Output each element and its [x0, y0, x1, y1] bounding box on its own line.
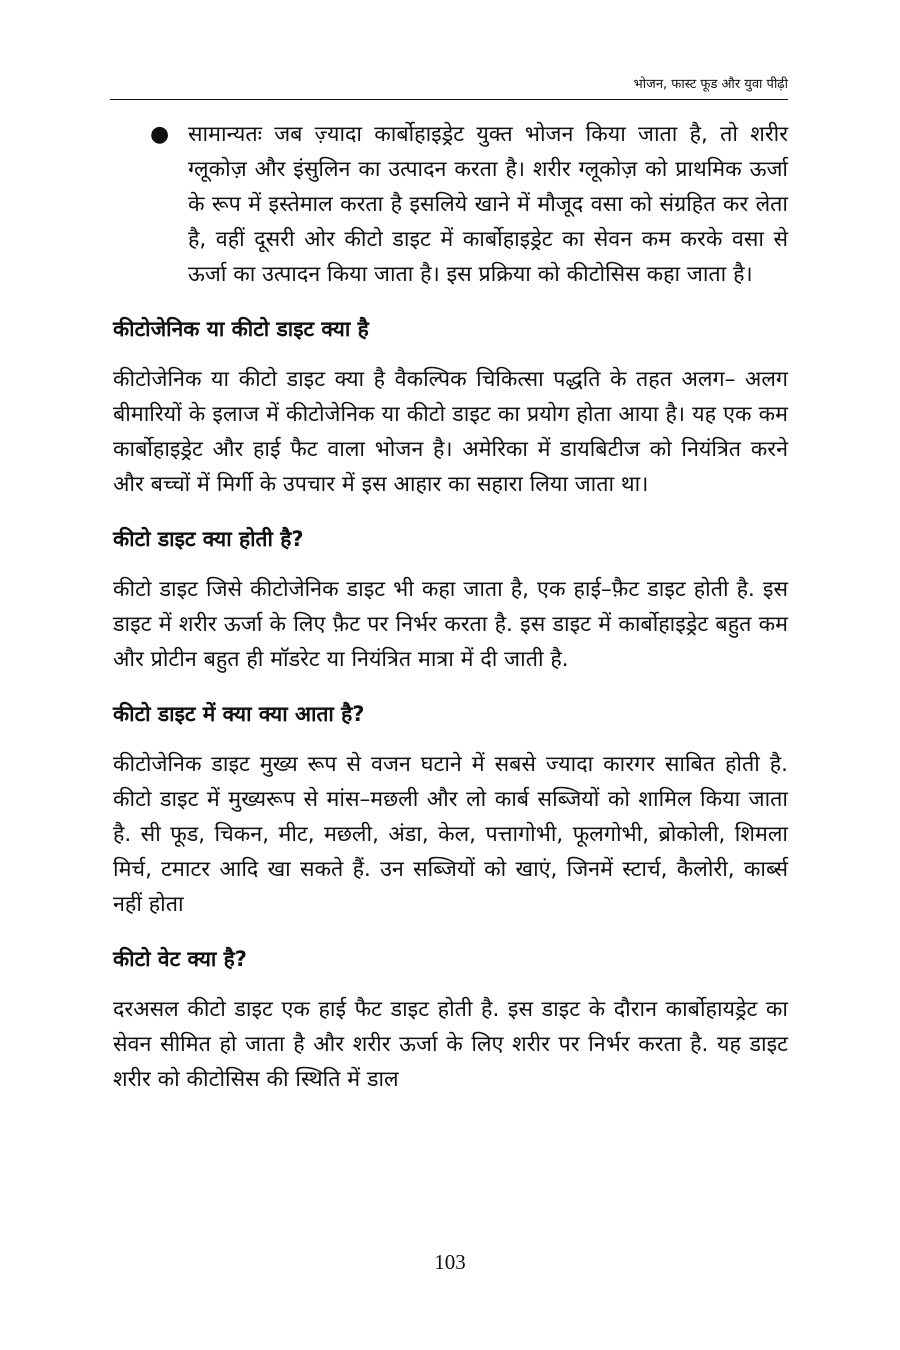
section-heading-4: कीटो वेट क्या है?: [113, 947, 247, 971]
section-paragraph-3: कीटोजेनिक डाइट मुख्य रूप से वजन घटाने में सबसे ज्यादा कारगर साबित होती है. कीटो डाइट में मुख्यरूप से मांस–मछली और लो कार्ब सब्जियों को शामिल किया जाता है. सी फूड, चिकन, मीट, मछली, अंडा, केल, पत्तागोभी, फूलगोभी, ब्रोकोली, शिमला मिर्च, टमाटर आदि खा सकते हैं. उन सब्जियों को खाएं, जिनमें स्टार्च, कैलोरी, कार्ब्स नहीं होता: [113, 752, 788, 917]
header-rule: [110, 99, 788, 100]
section-heading-1: कीटोजेनिक या कीटो डाइट क्या है: [113, 317, 369, 341]
section-heading-3: कीटो डाइट में क्या क्या आता है?: [113, 702, 365, 726]
bullet-paragraph: सामान्यतः जब ज़्यादा कार्बोहाइड्रेट युक्त भोजन किया जाता है, तो शरीर ग्लूकोज़ और इंसुलिन का उत्पादन करता है। शरीर ग्लूकोज़ को प्राथमिक ऊर्जा के रूप में इस्तेमाल करता है इसलिये खाने में मौजूद वसा को संग्रहित कर लेता है, वहीं दूसरी ओर कीटो डाइट में कार्बोहाइड्रेट का सेवन कम करके वसा से ऊर्जा का उत्पादन किया जाता है। इस प्रक्रिया को कीटोसिस कहा जाता है।: [188, 122, 788, 287]
section-paragraph-2: कीटो डाइट जिसे कीटोजेनिक डाइट भी कहा जाता है, एक हाई–फ़ैट डाइट होती है. इस डाइट में शरीर ऊर्जा के लिए फ़ैट पर निर्भर करता है. इस डाइट में कार्बोहाइड्रेट बहुत कम और प्रोटीन बहुत ही मॉडरेट या नियंत्रित मात्रा में दी जाती है.: [113, 577, 788, 672]
page-number: 103: [434, 1250, 466, 1274]
section-paragraph-4: दरअसल कीटो डाइट एक हाई फैट डाइट होती है. इस डाइट के दौरान कार्बोहायड्रेट का सेवन सीमित हो जाता है और शरीर ऊर्जा के लिए शरीर पर निर्भर करता है. यह डाइट शरीर को कीटोसिस की स्थिति में डाल: [113, 997, 788, 1092]
bullet-list-item: [113, 117, 788, 292]
page-content: [113, 117, 788, 1097]
running-header: भोजन, फास्ट फूड और युवा पीढ़ी: [633, 77, 788, 92]
section-paragraph-1: कीटोजेनिक या कीटो डाइट क्या है वैकल्पिक चिकित्सा पद्धति के तहत अलग– अलग बीमारियों के इलाज में कीटोजेनिक या कीटो डाइट का प्रयोग होता आया है। यह एक कम कार्बोहाइड्रेट और हाई फैट वाला भोजन है। अमेरिका में डायबिटीज को नियंत्रित करने और बच्चों में मिर्गी के उपचार में इस आहार का सहारा लिया जाता था।: [113, 367, 788, 497]
section-heading-2: कीटो डाइट क्या होती है?: [113, 527, 304, 551]
bullet-dot-icon: ●: [150, 122, 170, 147]
